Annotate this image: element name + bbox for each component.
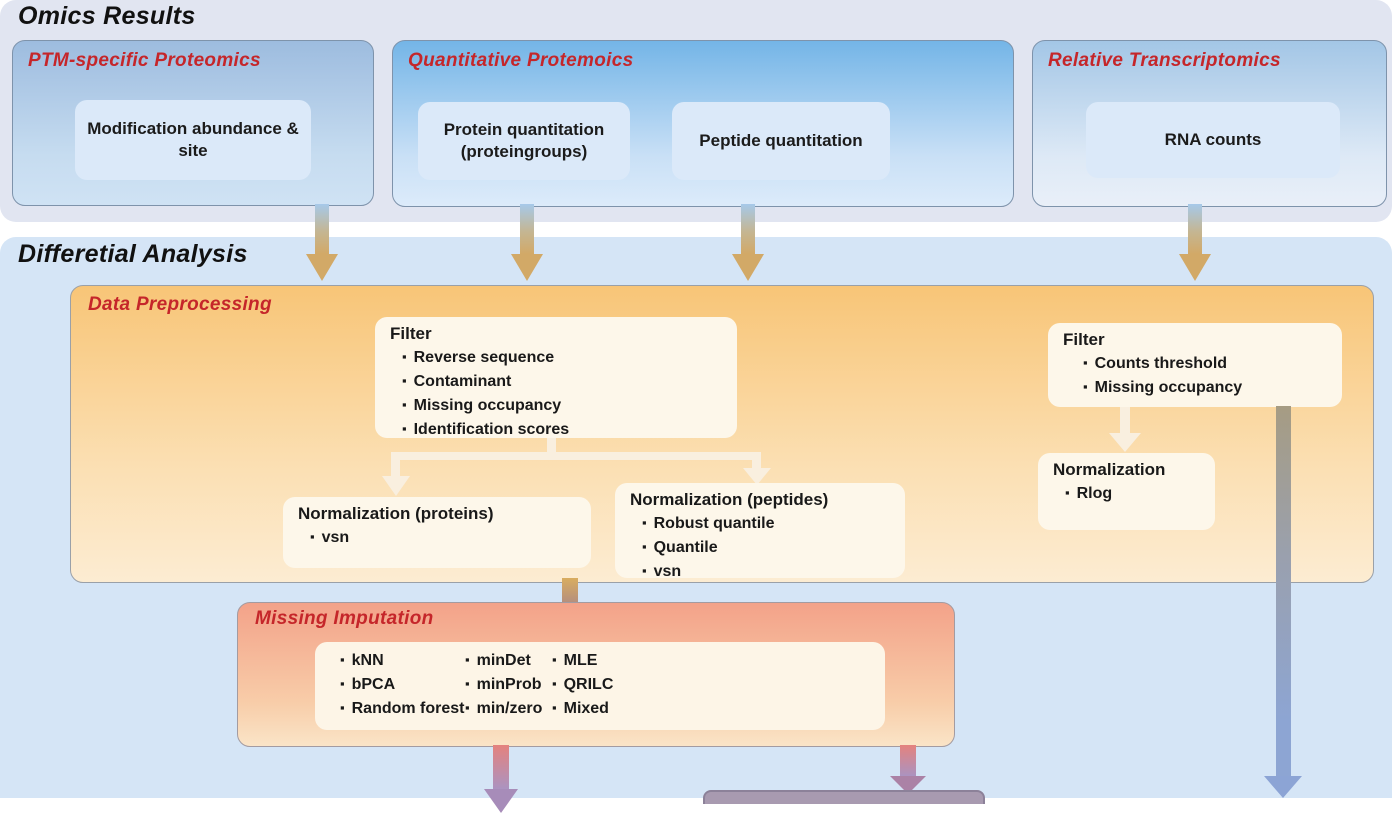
node-normalization-proteins — [283, 497, 591, 568]
differential-analysis-title: Differetial Analysis — [18, 240, 248, 268]
normalization-peptides-item: ▪ Robust quantile — [642, 511, 895, 535]
missing-imputation-title: Missing Imputation — [255, 608, 434, 629]
node-normalization-rna — [1038, 453, 1215, 530]
filter-proteomics-item: ▪ Reverse sequence — [402, 345, 727, 369]
normalization-proteins-title: Normalization (proteins) — [298, 504, 494, 523]
omics-results-title: Omics Results — [18, 2, 196, 30]
arrow-head — [732, 254, 764, 281]
imputation-column-1 — [340, 648, 465, 720]
arrow-shaft — [1120, 407, 1130, 433]
node-protein-quantitation: Protein quantitation (proteingroups) — [418, 102, 630, 180]
filter-transcriptomics-item: ▪ Counts threshold — [1083, 351, 1332, 375]
node-normalization-peptides — [615, 483, 905, 578]
arrow-head — [382, 476, 410, 496]
arrow-shaft — [1188, 204, 1202, 254]
normalization-proteins-item: ▪ vsn — [310, 525, 581, 549]
imputation-column-2 — [465, 648, 542, 720]
imputation-column-3 — [552, 648, 613, 720]
imputation-method: ▪ bPCA — [340, 672, 465, 696]
normalization-rna-title: Normalization — [1053, 460, 1166, 479]
normalization-peptides-item: ▪ Quantile — [642, 535, 895, 559]
data-preprocessing-title: Data Preprocessing — [88, 294, 272, 315]
normalization-peptides-item: ▪ vsn — [642, 559, 895, 583]
imputation-method: ▪ Random forest — [340, 696, 465, 720]
arrow-head — [484, 789, 518, 813]
normalization-rna-item: ▪ Rlog — [1065, 481, 1205, 505]
arrow-shaft — [315, 204, 329, 254]
node-rna-counts: RNA counts — [1086, 102, 1340, 178]
imputation-method: ▪ minProb — [465, 672, 542, 696]
imputation-method: ▪ minDet — [465, 648, 542, 672]
arrow-head — [1179, 254, 1211, 281]
imputation-method: ▪ Mixed — [552, 696, 613, 720]
node-filter-proteomics — [375, 317, 737, 438]
arrow-head — [511, 254, 543, 281]
filter-transcriptomics-title: Filter — [1063, 330, 1105, 349]
arrow-head — [1264, 776, 1302, 798]
normalization-peptides-title: Normalization (peptides) — [630, 490, 829, 509]
arrow-shaft — [520, 204, 534, 254]
arrow-head — [306, 254, 338, 281]
arrow-shaft — [391, 452, 761, 460]
arrow-shaft — [391, 460, 400, 476]
arrow-shaft — [900, 745, 916, 776]
next-step-box-partial — [703, 790, 985, 804]
filter-proteomics-title: Filter — [390, 324, 432, 343]
filter-transcriptomics-item: ▪ Missing occupancy — [1083, 375, 1332, 399]
filter-proteomics-item: ▪ Identification scores — [402, 417, 727, 441]
arrow-head — [1109, 433, 1141, 452]
arrow-shaft — [741, 204, 755, 254]
imputation-method: ▪ kNN — [340, 648, 465, 672]
ptm-proteomics-title: PTM-specific Proteomics — [28, 50, 261, 71]
arrow-shaft — [493, 745, 509, 789]
node-peptide-quantitation: Peptide quantitation — [672, 102, 890, 180]
node-filter-transcriptomics — [1048, 323, 1342, 407]
quantitative-proteomics-title: Quantitative Protemoics — [408, 50, 634, 71]
filter-proteomics-item: ▪ Missing occupancy — [402, 393, 727, 417]
arrow-shaft — [752, 460, 761, 468]
relative-transcriptomics-title: Relative Transcriptomics — [1048, 50, 1281, 71]
node-modification-abundance: Modification abundance & site — [75, 100, 311, 180]
imputation-method: ▪ QRILC — [552, 672, 613, 696]
filter-proteomics-item: ▪ Contaminant — [402, 369, 727, 393]
imputation-method: ▪ min/zero — [465, 696, 542, 720]
imputation-method: ▪ MLE — [552, 648, 613, 672]
arrow-shaft — [1276, 406, 1291, 776]
